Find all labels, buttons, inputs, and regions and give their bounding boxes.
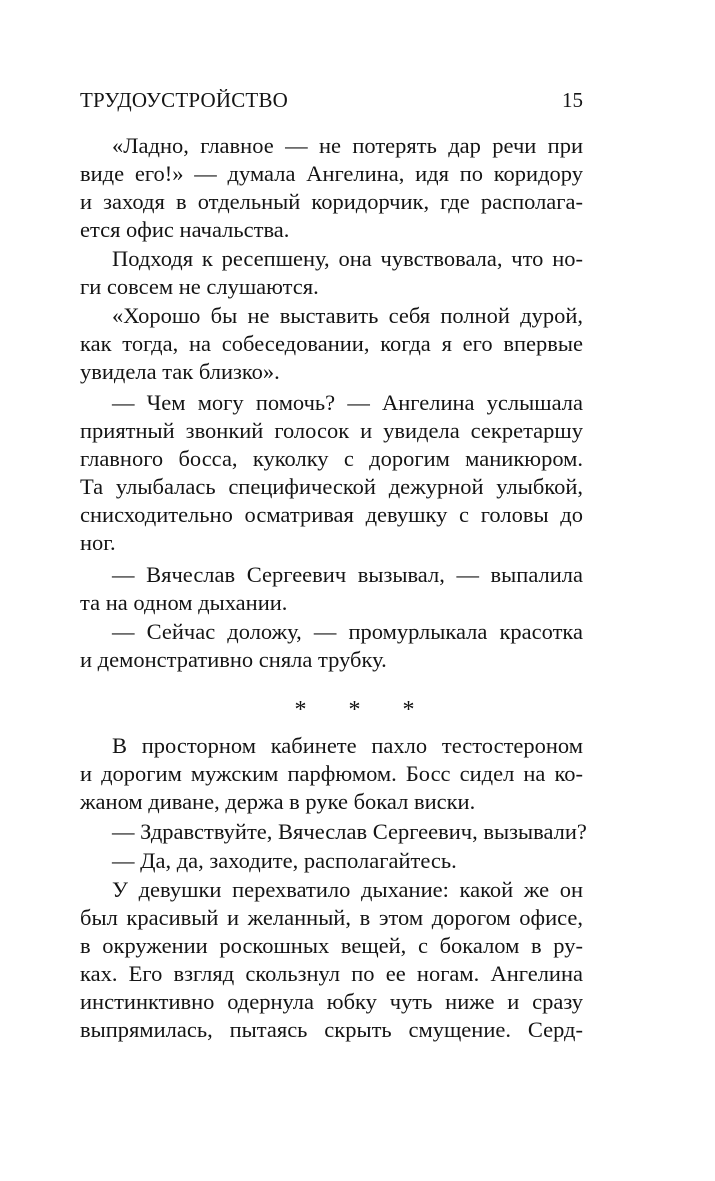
text-line: приятный звонкий голосок и увидела секретаршу [80,418,583,443]
text-line: «Хорошо бы не выставить себя полной дурой, [112,303,583,328]
text-line: снисходительно осматривая девушку с головы до [80,502,583,527]
text-line: увидела так близко». [80,359,280,384]
text-line: — Сейчас доложу, — промурлыкала красотка [112,619,583,644]
text-line: — Вячеслав Сергеевич вызывал, — выпалила [112,562,583,587]
text-line: В просторном кабинете пахло тестостероном [112,733,583,758]
running-title: ТРУДОУСТРОЙСТВО [80,88,289,112]
section-break: * * * [294,697,433,723]
text-line: и дорогим мужским парфюмом. Босс сидел на ко- [80,761,583,786]
text-line: ги совсем не слушаются. [80,274,319,299]
text-line: и заходя в отдельный коридорчик, где располага- [80,189,583,214]
text-line: — Здравствуйте, Вячеслав Сергеевич, вызывали? [112,819,587,844]
text-line: виде его!» — думала Ангелина, идя по коридору [80,161,583,186]
text-line: — Чем могу помочь? — Ангелина услышала [112,390,583,415]
page-number: 15 [562,88,583,112]
text-line: «Ладно, главное — не потерять дар речи при [112,133,583,158]
text-line: в окружении роскошных вещей, с бокалом в ру- [80,933,583,958]
text-line: главного босса, куколку с дорогим маникюром. [80,446,583,471]
text-line: ках. Его взгляд скользнул по ее ногам. Ангелина [80,961,583,986]
text-line: та на одном дыхании. [80,590,288,615]
text-line: жаном диване, держа в руке бокал виски. [80,789,476,814]
text-line: был красивый и желанный, в этом дорогом офисе, [80,905,583,930]
text-line: ется офис начальства. [80,217,290,242]
text-line: инстинктивно одернула юбку чуть ниже и сразу [80,989,583,1014]
text-line: — Да, да, заходите, располагайтесь. [112,848,457,873]
text-line: У девушки перехватило дыхание: какой же он [112,877,583,902]
page-header [80,86,583,114]
text-line: и демонстративно сняла трубку. [80,647,387,672]
text-line: ног. [80,530,116,555]
text-line: выпрямилась, пытаясь скрыть смущение. Серд- [80,1017,583,1042]
text-line: Подходя к ресепшену, она чувствовала, что но- [112,246,583,271]
text-line: Та улыбалась специфической дежурной улыбкой, [80,474,583,499]
text-line: как тогда, на собеседовании, когда я его впервые [80,331,583,356]
